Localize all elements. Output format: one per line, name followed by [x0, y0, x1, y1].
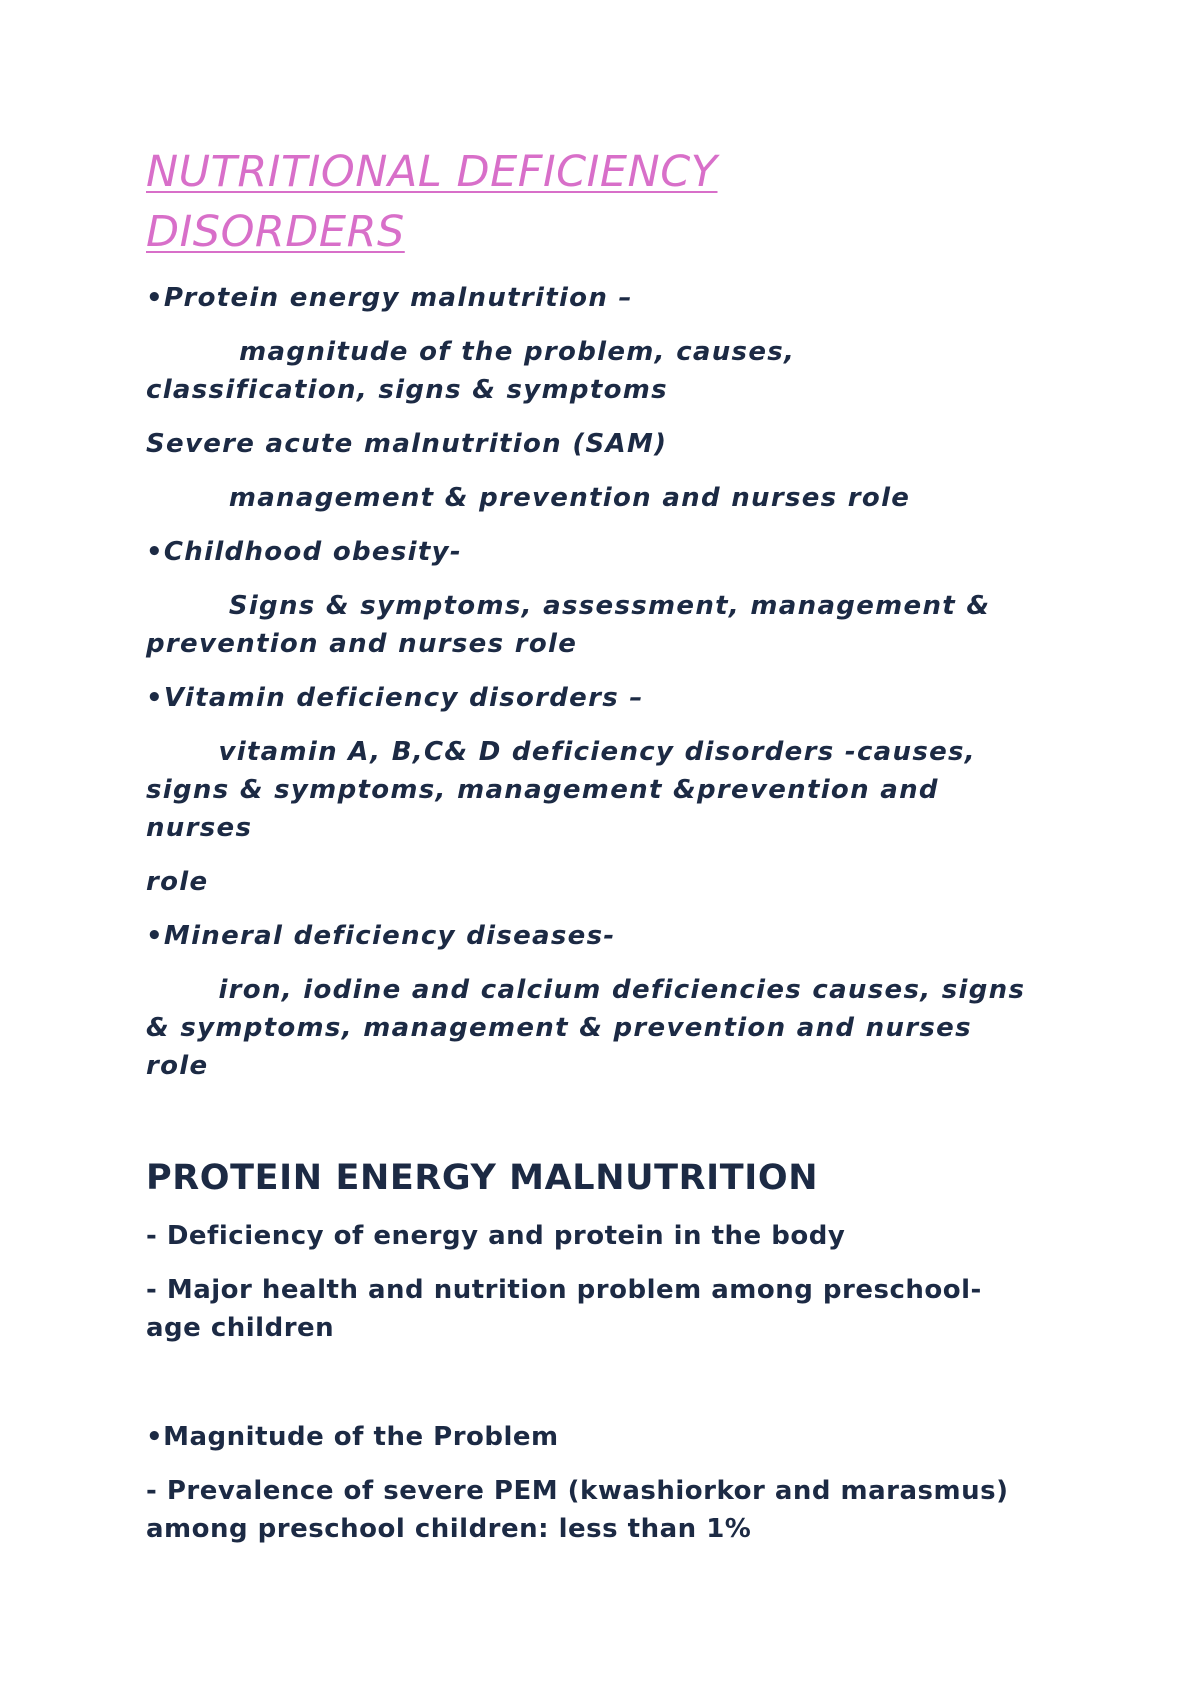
paragraph-definition [146, 1217, 1086, 1255]
outline-item-pem [146, 279, 1076, 317]
outline-line: Severe acute malnutrition (SAM) [146, 429, 668, 459]
outline-line: vitamin A, B,C& D deficiency disorders -causes, [146, 737, 976, 767]
outline-line: classification, signs & symptoms [146, 375, 668, 405]
paragraph-line: - Prevalence of severe PEM (kwashiorkor and marasmus) [146, 1476, 1009, 1506]
paragraph-line: age children [146, 1313, 335, 1343]
outline-line: Signs & symptoms, assessment, management & [146, 591, 991, 621]
paragraph-line: among preschool children: less than 1% [146, 1514, 752, 1544]
outline-item-mineral-details [146, 971, 1076, 1085]
section-heading: PROTEIN ENERGY MALNUTRITION [146, 1158, 819, 1198]
outline-line: signs & symptoms, management &prevention and [146, 775, 939, 805]
outline-item-mineral [146, 917, 1076, 955]
paragraph-line: •Magnitude of the Problem [146, 1422, 559, 1452]
outline-line: nurses [146, 813, 253, 843]
outline-item-vitamin-details [146, 733, 1076, 847]
outline-item-obesity-details [146, 587, 1076, 663]
outline-line: magnitude of the problem, causes, [146, 337, 796, 367]
outline-line: iron, iodine and calcium deficiencies causes, signs [146, 975, 1026, 1005]
outline-item-sam [146, 425, 1076, 463]
outline-line: •Mineral deficiency diseases- [146, 921, 616, 951]
outline-line: •Vitamin deficiency disorders – [146, 683, 644, 713]
outline-line: prevention and nurses role [146, 629, 578, 659]
outline-line: management & prevention and nurses role [146, 483, 911, 513]
paragraph-line: - Deficiency of energy and protein in the body [146, 1221, 846, 1251]
outline-item-sam-details [146, 479, 1076, 517]
outline-item-pem-details [146, 333, 1076, 409]
outline-item-vitamin [146, 679, 1076, 717]
outline-line: & symptoms, management & prevention and nurses [146, 1013, 972, 1043]
title-line-2: DISORDERS [146, 207, 405, 257]
outline-line: role [146, 867, 209, 897]
outline-item-vitamin-role [146, 863, 1076, 901]
paragraph-line: - Major health and nutrition problem among preschool- [146, 1275, 982, 1305]
outline-line: •Childhood obesity- [146, 537, 462, 567]
outline-line: role [146, 1051, 209, 1081]
paragraph-major-problem [146, 1271, 1086, 1347]
outline-item-obesity [146, 533, 1076, 571]
paragraph-magnitude-heading [146, 1418, 1086, 1456]
document-title [146, 142, 1046, 262]
title-line-1: NUTRITIONAL DEFICIENCY [146, 147, 718, 197]
outline-line: •Protein energy malnutrition – [146, 283, 633, 313]
paragraph-prevalence [146, 1472, 1086, 1548]
